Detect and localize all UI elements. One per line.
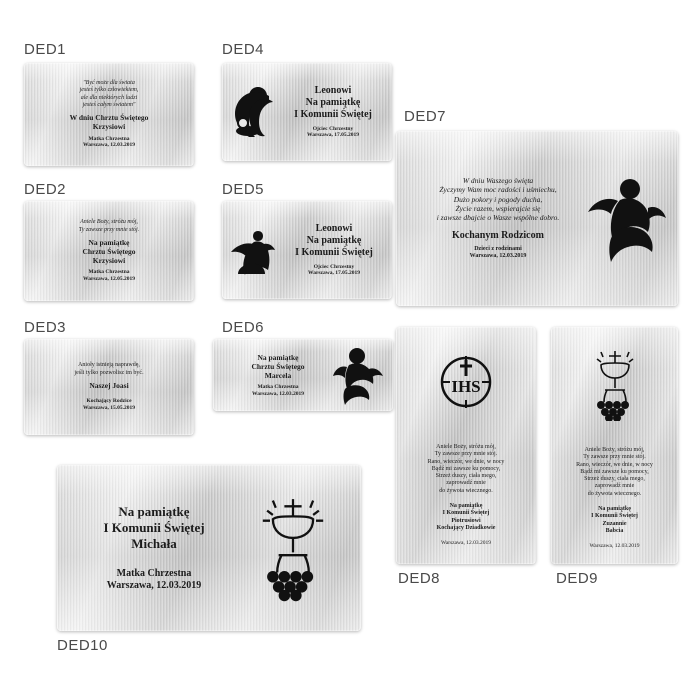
plate-ded1[interactable]	[24, 63, 194, 166]
madonna-child-icon	[228, 83, 274, 141]
plate-ded8-content: IHS Aniele Boży, stróżu mój, Ty zawsze przy mnie stój. Rano, wieczór, we dnie, w nocy Bądź mi zawsze ku pomocy, Strzeż duszy, ciała mego, zaprowadź mnie do żywota wiecznego. Na pamiątkę I Komunii Świętej Piotrusiowi Kochający Dziadkowie Warszawa, 12.03.2019	[396, 340, 536, 551]
plate-code-ded10: DED10	[57, 637, 108, 654]
plate-ded6-content: Na pamiątkę Chrztu Świętego Marcela Matka Chrzestna Warszawa, 12.03.2019	[213, 339, 393, 411]
plate-ded8[interactable]	[396, 327, 536, 564]
chalice-grapes-icon	[247, 492, 339, 604]
plate-ded10[interactable]	[57, 465, 361, 631]
plate-ded3-text: Anioły istnieją naprawdę, jeśli tylko pozwolisz im być. Naszej Joasi Kochający Rodzice Warszawa, 15.05.2019	[74, 362, 144, 411]
plate-ded5-content: Leonowi Na pamiątkę I Komunii Świętej Ojciec Chrzestny Warszawa, 17.05.2019	[222, 217, 392, 283]
plate-ded7-content: W dniu Waszego święta Życzymy Wam moc radości i uśmiechu, Dużo pokory i pogody ducha, Życie razem, wspierajcie się i zawsze dbajcie o Wasze wspólne dobro. Kochanym Rodzicom Dzieci z rodzinami Warszawa, 12.03.2019	[396, 163, 678, 275]
plate-code-ded7: DED7	[404, 108, 447, 125]
plate-code-ded2: DED2	[24, 181, 67, 198]
cherub-icon	[333, 343, 385, 407]
plate-ded10-content: Na pamiątkę I Komunii Świętej Michała Matka Chrzestna Warszawa, 12.03.2019	[57, 488, 361, 608]
plate-ded4-content: Leonowi Na pamiątkę I Komunii Świętej Ojciec Chrzestny Warszawa, 17.05.2019	[222, 79, 392, 145]
angel-praying-icon	[228, 221, 276, 279]
plate-ded2-text: Aniele Boży, stróżu mój, Ty zawsze przy mnie stój. Na pamiątkę Chrztu Świętego Krzysiowi Matka Chrzestna Warszawa, 12.05.2019	[78, 219, 140, 283]
plate-code-ded5: DED5	[222, 181, 265, 198]
chalice-grapes-icon	[557, 349, 672, 421]
plate-code-ded6: DED6	[222, 319, 265, 336]
angel-flying-icon	[586, 167, 666, 271]
plate-code-ded3: DED3	[24, 319, 67, 336]
ihs-icon	[402, 354, 530, 410]
plate-ded2[interactable]	[24, 201, 194, 301]
plate-ded3[interactable]	[24, 339, 194, 435]
plate-ded5[interactable]	[222, 201, 392, 299]
svg-text:IHS: IHS	[451, 376, 481, 396]
plate-ded1-text: "Być może dla świata jesteś tylko człowiekiem, ale dla niektórych ludzi jesteś całym światem" W dniu Chrztu Świętego Krzysiowi Matka Chrzestna Warszawa, 12.03.2019	[69, 80, 149, 149]
plate-ded4[interactable]	[222, 63, 392, 161]
plate-ded9-content: Aniele Boży, stróżu mój, Ty zawsze przy mnie stój. Rano, wieczór, we dnie, w nocy Bądź mi zawsze ku pomocy, Strzeż duszy, ciała mego, zaprowadź mnie do żywota wiecznego. Na pamiątkę I Komunii Świętej Zuzannie Babcia Warszawa, 12.03.2019	[551, 337, 678, 554]
plate-ded6[interactable]	[213, 339, 393, 411]
plate-code-ded4: DED4	[222, 41, 265, 58]
plate-code-ded9: DED9	[556, 570, 599, 587]
plate-code-ded8: DED8	[398, 570, 441, 587]
plate-ded7[interactable]	[396, 131, 678, 306]
plate-ded9[interactable]	[551, 327, 678, 564]
plate-code-ded1: DED1	[24, 41, 67, 58]
